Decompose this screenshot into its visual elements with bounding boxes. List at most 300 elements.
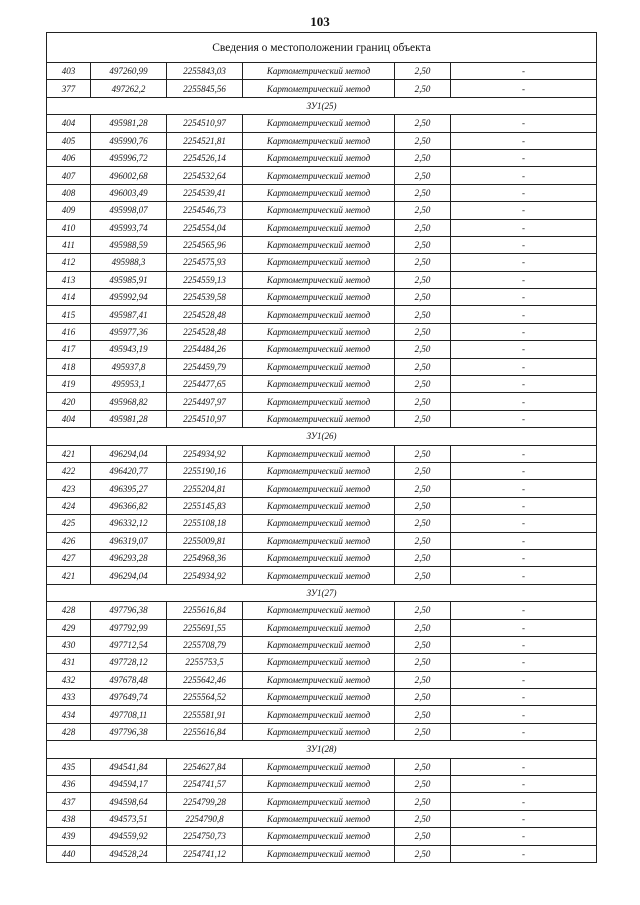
point-number-cell: 409 [47,202,91,219]
point-number-cell: 431 [47,654,91,671]
table-row [47,776,597,793]
point-number-cell: 421 [47,567,91,584]
accuracy-cell: 2,50 [395,671,451,688]
description-cell: - [451,376,597,393]
accuracy-cell: 2,50 [395,254,451,271]
y-coordinate-cell: 2255190,16 [167,462,243,479]
x-coordinate-cell: 495987,41 [91,306,167,323]
method-cell: Картометрический метод [243,654,395,671]
accuracy-cell: 2,50 [395,219,451,236]
y-coordinate-cell: 2254750,73 [167,828,243,845]
table-row [47,845,597,862]
method-cell: Картометрический метод [243,723,395,740]
x-coordinate-cell: 495953,1 [91,376,167,393]
description-cell: - [451,497,597,514]
table-row [47,619,597,636]
description-cell: - [451,793,597,810]
method-cell: Картометрический метод [243,341,395,358]
method-cell: Картометрический метод [243,393,395,410]
section-header-row [47,428,597,445]
point-number-cell: 417 [47,341,91,358]
method-cell: Картометрический метод [243,358,395,375]
table-row [47,323,597,340]
accuracy-cell: 2,50 [395,149,451,166]
accuracy-cell: 2,50 [395,306,451,323]
x-coordinate-cell: 495990,76 [91,132,167,149]
accuracy-cell: 2,50 [395,497,451,514]
description-cell: - [451,358,597,375]
accuracy-cell: 2,50 [395,706,451,723]
table-row [47,410,597,427]
x-coordinate-cell: 495981,28 [91,410,167,427]
y-coordinate-cell: 2254575,93 [167,254,243,271]
table-row [47,271,597,288]
point-number-cell: 408 [47,184,91,201]
method-cell: Картометрический метод [243,602,395,619]
x-coordinate-cell: 497792,99 [91,619,167,636]
x-coordinate-cell: 497649,74 [91,689,167,706]
y-coordinate-cell: 2255009,81 [167,532,243,549]
point-number-cell: 440 [47,845,91,862]
x-coordinate-cell: 496293,28 [91,549,167,566]
y-coordinate-cell: 2254968,36 [167,549,243,566]
table-row [47,689,597,706]
method-cell: Картометрический метод [243,219,395,236]
method-cell: Картометрический метод [243,793,395,810]
point-number-cell: 405 [47,132,91,149]
accuracy-cell: 2,50 [395,323,451,340]
table-row [47,376,597,393]
point-number-cell: 416 [47,323,91,340]
y-coordinate-cell: 2255753,5 [167,654,243,671]
description-cell: - [451,341,597,358]
y-coordinate-cell: 2254559,13 [167,271,243,288]
x-coordinate-cell: 495996,72 [91,149,167,166]
accuracy-cell: 2,50 [395,115,451,132]
point-number-cell: 436 [47,776,91,793]
table-row [47,63,597,80]
y-coordinate-cell: 2254528,48 [167,323,243,340]
table-row [47,723,597,740]
section-label: ЗУ1(25) [47,97,597,114]
y-coordinate-cell: 2255581,91 [167,706,243,723]
y-coordinate-cell: 2254790,8 [167,810,243,827]
point-number-cell: 411 [47,236,91,253]
accuracy-cell: 2,50 [395,445,451,462]
table-row [47,341,597,358]
y-coordinate-cell: 2254934,92 [167,445,243,462]
x-coordinate-cell: 497708,11 [91,706,167,723]
accuracy-cell: 2,50 [395,793,451,810]
method-cell: Картометрический метод [243,132,395,149]
description-cell: - [451,706,597,723]
point-number-cell: 424 [47,497,91,514]
method-cell: Картометрический метод [243,289,395,306]
method-cell: Картометрический метод [243,706,395,723]
x-coordinate-cell: 496003,49 [91,184,167,201]
table-row [47,219,597,236]
accuracy-cell: 2,50 [395,358,451,375]
method-cell: Картометрический метод [243,323,395,340]
accuracy-cell: 2,50 [395,410,451,427]
method-cell: Картометрический метод [243,671,395,688]
accuracy-cell: 2,50 [395,393,451,410]
point-number-cell: 413 [47,271,91,288]
description-cell: - [451,602,597,619]
accuracy-cell: 2,50 [395,132,451,149]
description-cell: - [451,845,597,862]
point-number-cell: 412 [47,254,91,271]
x-coordinate-cell: 495968,82 [91,393,167,410]
description-cell: - [451,149,597,166]
section-header-row [47,97,597,114]
description-cell: - [451,167,597,184]
x-coordinate-cell: 497728,12 [91,654,167,671]
accuracy-cell: 2,50 [395,202,451,219]
x-coordinate-cell: 495937,8 [91,358,167,375]
point-number-cell: 404 [47,115,91,132]
section-header-row [47,741,597,758]
method-cell: Картометрический метод [243,845,395,862]
y-coordinate-cell: 2255145,83 [167,497,243,514]
y-coordinate-cell: 2254554,04 [167,219,243,236]
accuracy-cell: 2,50 [395,619,451,636]
point-number-cell: 432 [47,671,91,688]
accuracy-cell: 2,50 [395,271,451,288]
table-row [47,758,597,775]
point-number-cell: 420 [47,393,91,410]
x-coordinate-cell: 495988,3 [91,254,167,271]
point-number-cell: 430 [47,636,91,653]
method-cell: Картометрический метод [243,149,395,166]
y-coordinate-cell: 2255616,84 [167,602,243,619]
y-coordinate-cell: 2255691,55 [167,619,243,636]
description-cell: - [451,184,597,201]
accuracy-cell: 2,50 [395,289,451,306]
method-cell: Картометрический метод [243,236,395,253]
y-coordinate-cell: 2255616,84 [167,723,243,740]
table-row [47,202,597,219]
x-coordinate-cell: 495985,91 [91,271,167,288]
y-coordinate-cell: 2255564,52 [167,689,243,706]
accuracy-cell: 2,50 [395,776,451,793]
table-row [47,793,597,810]
method-cell: Картометрический метод [243,63,395,80]
point-number-cell: 437 [47,793,91,810]
method-cell: Картометрический метод [243,167,395,184]
method-cell: Картометрический метод [243,515,395,532]
description-cell: - [451,776,597,793]
point-number-cell: 426 [47,532,91,549]
point-number-cell: 425 [47,515,91,532]
point-number-cell: 421 [47,445,91,462]
x-coordinate-cell: 495977,36 [91,323,167,340]
table-row [47,445,597,462]
x-coordinate-cell: 496319,07 [91,532,167,549]
point-number-cell: 429 [47,619,91,636]
accuracy-cell: 2,50 [395,845,451,862]
description-cell: - [451,236,597,253]
description-cell: - [451,306,597,323]
table-row [47,828,597,845]
point-number-cell: 418 [47,358,91,375]
point-number-cell: 434 [47,706,91,723]
point-number-cell: 406 [47,149,91,166]
description-cell: - [451,810,597,827]
table-body [47,33,597,863]
table-row [47,602,597,619]
table-row [47,462,597,479]
method-cell: Картометрический метод [243,271,395,288]
section-label: ЗУ1(28) [47,741,597,758]
y-coordinate-cell: 2254741,57 [167,776,243,793]
x-coordinate-cell: 497262,2 [91,80,167,97]
point-number-cell: 419 [47,376,91,393]
accuracy-cell: 2,50 [395,532,451,549]
y-coordinate-cell: 2254510,97 [167,410,243,427]
table-row [47,515,597,532]
y-coordinate-cell: 2254539,41 [167,184,243,201]
accuracy-cell: 2,50 [395,341,451,358]
point-number-cell: 414 [47,289,91,306]
description-cell: - [451,410,597,427]
x-coordinate-cell: 494541,84 [91,758,167,775]
method-cell: Картометрический метод [243,445,395,462]
y-coordinate-cell: 2254532,64 [167,167,243,184]
x-coordinate-cell: 494594,17 [91,776,167,793]
method-cell: Картометрический метод [243,567,395,584]
description-cell: - [451,254,597,271]
y-coordinate-cell: 2254627,84 [167,758,243,775]
accuracy-cell: 2,50 [395,515,451,532]
x-coordinate-cell: 497712,54 [91,636,167,653]
method-cell: Картометрический метод [243,532,395,549]
x-coordinate-cell: 497796,38 [91,602,167,619]
accuracy-cell: 2,50 [395,63,451,80]
method-cell: Картометрический метод [243,115,395,132]
description-cell: - [451,80,597,97]
accuracy-cell: 2,50 [395,567,451,584]
description-cell: - [451,619,597,636]
point-number-cell: 428 [47,602,91,619]
x-coordinate-cell: 495993,74 [91,219,167,236]
accuracy-cell: 2,50 [395,654,451,671]
accuracy-cell: 2,50 [395,167,451,184]
method-cell: Картометрический метод [243,306,395,323]
table-row [47,393,597,410]
table-row [47,706,597,723]
method-cell: Картометрический метод [243,497,395,514]
method-cell: Картометрический метод [243,619,395,636]
x-coordinate-cell: 496002,68 [91,167,167,184]
point-number-cell: 407 [47,167,91,184]
method-cell: Картометрический метод [243,80,395,97]
description-cell: - [451,289,597,306]
x-coordinate-cell: 494559,92 [91,828,167,845]
y-coordinate-cell: 2254799,28 [167,793,243,810]
table-row [47,549,597,566]
table-row [47,167,597,184]
method-cell: Картометрический метод [243,254,395,271]
x-coordinate-cell: 494528,24 [91,845,167,862]
method-cell: Картометрический метод [243,202,395,219]
y-coordinate-cell: 2254546,73 [167,202,243,219]
accuracy-cell: 2,50 [395,828,451,845]
method-cell: Картометрический метод [243,549,395,566]
description-cell: - [451,115,597,132]
table-row [47,654,597,671]
method-cell: Картометрический метод [243,410,395,427]
accuracy-cell: 2,50 [395,689,451,706]
description-cell: - [451,758,597,775]
description-cell: - [451,445,597,462]
point-number-cell: 410 [47,219,91,236]
x-coordinate-cell: 494598,64 [91,793,167,810]
x-coordinate-cell: 496332,12 [91,515,167,532]
x-coordinate-cell: 496420,77 [91,462,167,479]
accuracy-cell: 2,50 [395,810,451,827]
table-row [47,289,597,306]
y-coordinate-cell: 2255204,81 [167,480,243,497]
method-cell: Картометрический метод [243,462,395,479]
table-row [47,132,597,149]
x-coordinate-cell: 495998,07 [91,202,167,219]
table-row [47,184,597,201]
page-number: 103 [310,14,330,29]
point-number-cell: 404 [47,410,91,427]
point-number-cell: 438 [47,810,91,827]
y-coordinate-cell: 2254510,97 [167,115,243,132]
y-coordinate-cell: 2254528,48 [167,306,243,323]
y-coordinate-cell: 2254565,96 [167,236,243,253]
description-cell: - [451,636,597,653]
description-cell: - [451,671,597,688]
description-cell: - [451,271,597,288]
accuracy-cell: 2,50 [395,636,451,653]
table-row [47,306,597,323]
method-cell: Картометрический метод [243,810,395,827]
y-coordinate-cell: 2254459,79 [167,358,243,375]
x-coordinate-cell: 497678,48 [91,671,167,688]
table-row [47,236,597,253]
method-cell: Картометрический метод [243,376,395,393]
point-number-cell: 403 [47,63,91,80]
table-row [47,497,597,514]
method-cell: Картометрический метод [243,480,395,497]
point-number-cell: 423 [47,480,91,497]
table-row [47,254,597,271]
x-coordinate-cell: 496294,04 [91,567,167,584]
x-coordinate-cell: 495988,59 [91,236,167,253]
y-coordinate-cell: 2254484,26 [167,341,243,358]
table-row [47,80,597,97]
y-coordinate-cell: 2255845,56 [167,80,243,97]
table-row [47,636,597,653]
description-cell: - [451,654,597,671]
point-number-cell: 427 [47,549,91,566]
section-label: ЗУ1(27) [47,584,597,601]
method-cell: Картометрический метод [243,758,395,775]
method-cell: Картометрический метод [243,184,395,201]
accuracy-cell: 2,50 [395,184,451,201]
table-row [47,149,597,166]
description-cell: - [451,63,597,80]
method-cell: Картометрический метод [243,689,395,706]
description-cell: - [451,723,597,740]
y-coordinate-cell: 2255108,18 [167,515,243,532]
table-row [47,115,597,132]
description-cell: - [451,828,597,845]
accuracy-cell: 2,50 [395,236,451,253]
y-coordinate-cell: 2254477,65 [167,376,243,393]
x-coordinate-cell: 497796,38 [91,723,167,740]
y-coordinate-cell: 2255708,79 [167,636,243,653]
x-coordinate-cell: 496395,27 [91,480,167,497]
table-title: Сведения о местоположении границ объекта [47,33,597,63]
table-row [47,480,597,497]
description-cell: - [451,480,597,497]
accuracy-cell: 2,50 [395,758,451,775]
accuracy-cell: 2,50 [395,602,451,619]
boundary-coordinates-table [46,32,597,863]
accuracy-cell: 2,50 [395,80,451,97]
y-coordinate-cell: 2254741,12 [167,845,243,862]
description-cell: - [451,323,597,340]
table-title-row [47,33,597,63]
point-number-cell: 435 [47,758,91,775]
table-row [47,567,597,584]
description-cell: - [451,515,597,532]
accuracy-cell: 2,50 [395,549,451,566]
description-cell: - [451,202,597,219]
x-coordinate-cell: 495981,28 [91,115,167,132]
method-cell: Картометрический метод [243,636,395,653]
table-row [47,810,597,827]
y-coordinate-cell: 2255642,46 [167,671,243,688]
description-cell: - [451,462,597,479]
x-coordinate-cell: 496294,04 [91,445,167,462]
x-coordinate-cell: 496366,82 [91,497,167,514]
x-coordinate-cell: 495992,94 [91,289,167,306]
y-coordinate-cell: 2254526,14 [167,149,243,166]
accuracy-cell: 2,50 [395,480,451,497]
table-row [47,358,597,375]
accuracy-cell: 2,50 [395,462,451,479]
accuracy-cell: 2,50 [395,723,451,740]
description-cell: - [451,567,597,584]
y-coordinate-cell: 2254521,81 [167,132,243,149]
description-cell: - [451,132,597,149]
x-coordinate-cell: 497260,99 [91,63,167,80]
method-cell: Картометрический метод [243,776,395,793]
description-cell: - [451,219,597,236]
point-number-cell: 422 [47,462,91,479]
point-number-cell: 433 [47,689,91,706]
description-cell: - [451,393,597,410]
x-coordinate-cell: 494573,51 [91,810,167,827]
method-cell: Картометрический метод [243,828,395,845]
description-cell: - [451,549,597,566]
table-row [47,671,597,688]
table-row [47,532,597,549]
section-label: ЗУ1(26) [47,428,597,445]
y-coordinate-cell: 2255843,03 [167,63,243,80]
x-coordinate-cell: 495943,19 [91,341,167,358]
description-cell: - [451,689,597,706]
point-number-cell: 415 [47,306,91,323]
point-number-cell: 439 [47,828,91,845]
y-coordinate-cell: 2254497,97 [167,393,243,410]
